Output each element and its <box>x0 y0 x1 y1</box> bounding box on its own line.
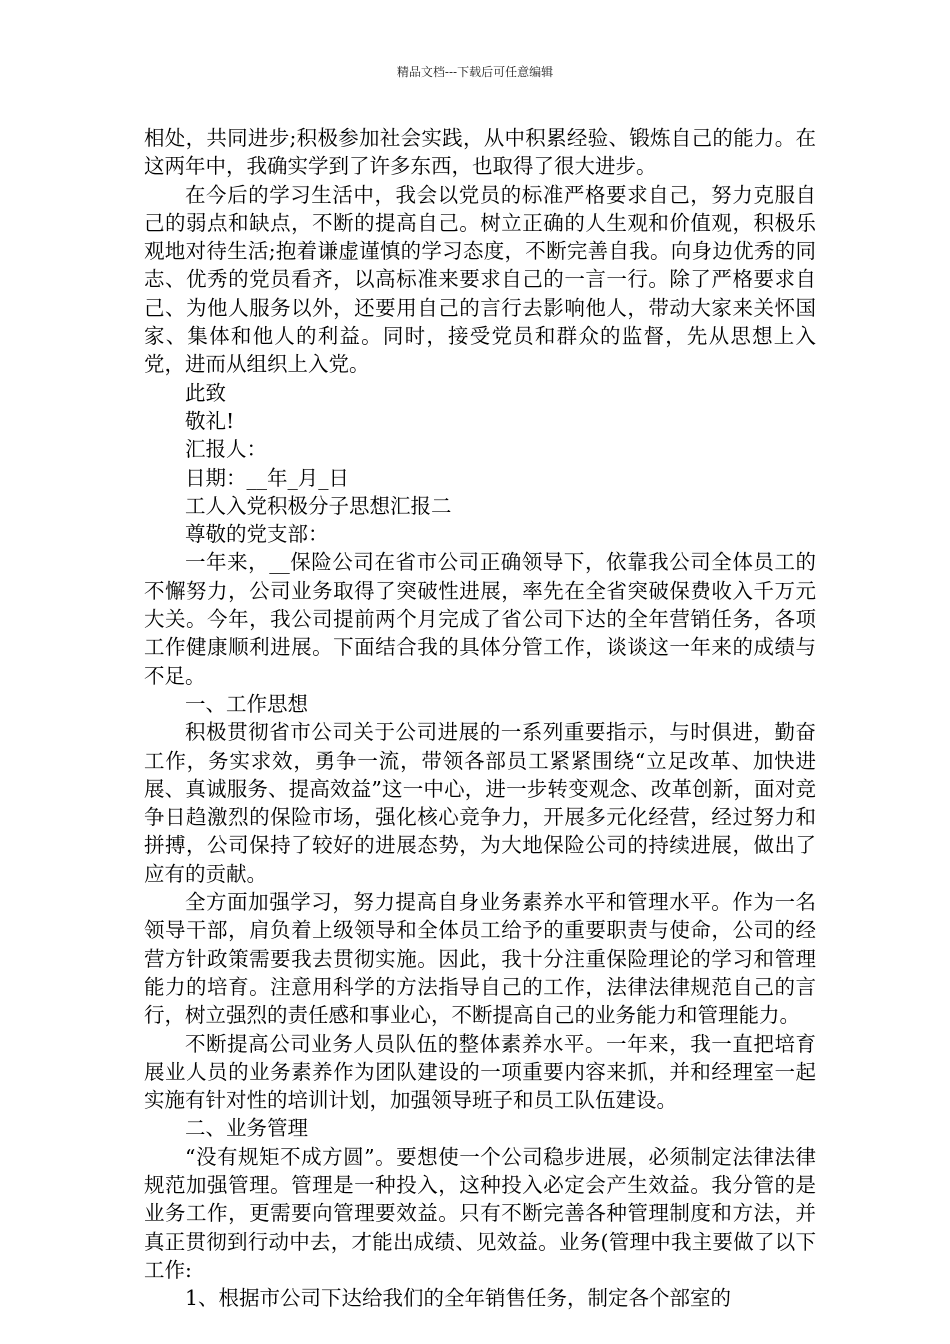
paragraph-intro: 一年来，__保险公司在省市公司正确领导下，依靠我公司全体员工的不懈努力，公司业务取得了突破性进展，率先在全省突破保费收入千万元大关。今年，我公司提前两个月完成了省公司下达的全年营销任务，各项工作健康顺利进展。下面结合我的具体分管工作，谈谈这一年来的成绩与不足。 <box>144 550 816 688</box>
paragraph-management: “没有规矩不成方圆”。要想使一个公司稳步进展，必须制定法律法律规范加强管理。管理是一种投入，这种投入必定会产生效益。我分管的是业务工作，更需要向管理要效益。只有不断完善各种管理制度和方法，并真正贯彻到行动中去，才能出成绩、见效益。业务(管理中我主要做了以下工作: <box>144 1144 816 1282</box>
paragraph-study: 全方面加强学习，努力提高自身业务素养水平和管理水平。作为一名领导干部，肩负着上级领导和全体员工给予的重要职责与使命，公司的经营方针政策需要我去贯彻实施。因此，我十分注重保险理论的学习和管理能力的培育。注意用科学的方法指导自己的工作，法律法律规范自己的言行，树立强烈的责任感和事业心，不断提高自己的业务能力和管理能力。 <box>144 890 816 1028</box>
document-body <box>144 124 816 1312</box>
reporter-line: 汇报人： <box>185 437 267 462</box>
heading-work-thought: 一、工作思想 <box>185 691 308 716</box>
paragraph-work-thought: 积极贯彻省市公司关于公司进展的一系列重要指示，与时俱进，勤奋工作，务实求效，勇争一流，带领各部员工紧紧围绕“立足改革、加快进展、真诚服务、提高效益”这一中心，进一步转变观念、改革创新，面对竞争日趋激烈的保险市场，强化核心竞争力，开展多元化经营，经过努力和拼搏，公司保持了较好的进展态势，为大地保险公司的持续进展，做出了应有的贡献。 <box>144 720 816 886</box>
section-title: 工人入党积极分子思想汇报二 <box>185 493 452 518</box>
closing-respect: 敬礼! <box>185 408 235 433</box>
heading-business-management: 二、业务管理 <box>185 1116 308 1141</box>
paragraph-team: 不断提高公司业务人员队伍的整体素养水平。一年来，我一直把培育展业人员的业务素养作为团队建设的一项重要内容来抓，并和经理室一起实施有针对性的培训计划，加强领导班子和员工队伍建设。 <box>144 1031 816 1113</box>
page-header: 精品文档---下载后可任意编辑 <box>396 65 554 79</box>
closing-salutation: 此致 <box>185 380 226 405</box>
paragraph-2: 在今后的学习生活中，我会以党员的标准严格要求自己，努力克服自己的弱点和缺点，不断的提高自己。树立正确的人生观和价值观，积极乐观地对待生活;抱着谦虚谨慎的学习态度，不断完善自我。向身边优秀的同志、优秀的党员看齐，以高标准来要求自己的一言一行。除了严格要求自己、为他人服务以外，还要用自己的言行去影响他人，带动大家来关怀国家、集体和他人的利益。同时，接受党员和群众的监督，先从思想上入党，进而从组织上入党。 <box>144 182 816 377</box>
paragraph-item-1: 1、根据市公司下达给我们的全年销售任务，制定各个部室的 <box>185 1286 732 1311</box>
paragraph-1: 相处，共同进步;积极参加社会实践，从中积累经验、锻炼自己的能力。在这两年中，我确实学到了许多东西，也取得了很大进步。 <box>144 126 816 179</box>
date-line: 日期：__年_月_日 <box>185 465 349 490</box>
salutation: 尊敬的党支部： <box>185 522 329 547</box>
